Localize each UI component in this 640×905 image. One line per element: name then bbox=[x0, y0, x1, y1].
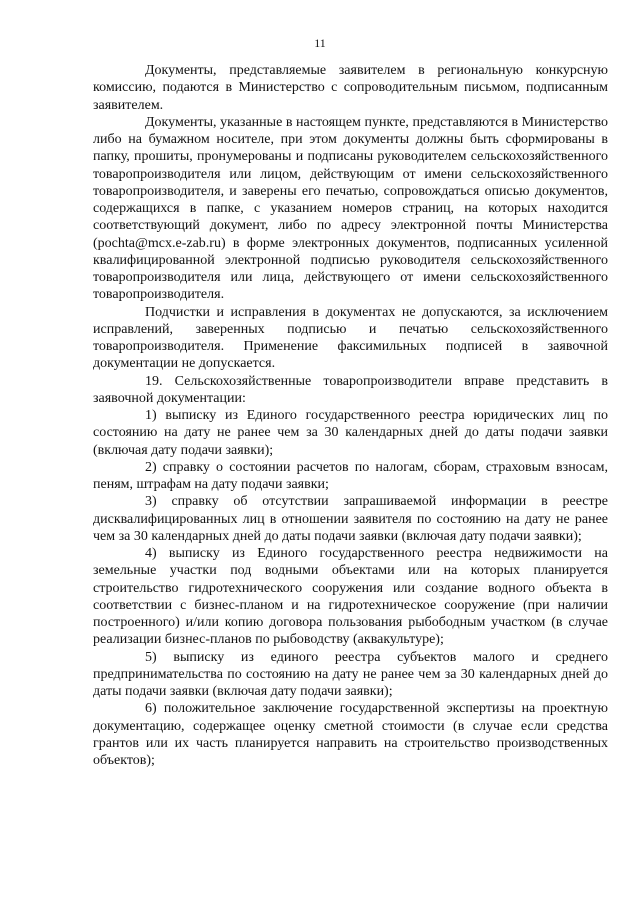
list-item-5: 5) выписку из единого реестра субъектов малого и среднего предпринимательства по состоянию на дату не ранее чем за 30 календарных дней до даты подачи заявки (включая дату подачи заявки); bbox=[93, 649, 608, 699]
document-body bbox=[93, 62, 608, 769]
list-item-6: 6) положительное заключение государственной экспертизы на проектную документацию, содержащее оценку сметной стоимости (в случае если средства грантов или их часть планируется направить на строительство производственных объектов); bbox=[93, 701, 608, 768]
list-item-3: 3) справку об отсутствии запрашиваемой информации в реестре дисквалифицированных лиц в отношении заявителя по состоянию на дату не ранее чем за 30 календарных дней до даты подачи заявки (включая дату подачи заявки); bbox=[93, 494, 608, 544]
paragraph-submission-methods: Документы, указанные в настоящем пункте, представляются в Министерство либо на бумажном носителе, при этом документы должны быть сформированы в папку, прошиты, пронумерованы и подписаны руководителем сельскохозяйственного товаропроизводителя или лицом, действующим от имени сельскохозяйственного товаропроизводителя, и заверены его печатью, сопровождаться описью документов, содержащихся в папке, с указанием номеров страниц, на которых находится соответствующий документ, либо по адресу электронной почты Министерства (pochta@mcx.e-zab.ru) в форме электронных документов, подписанных усиленной квалифицированной электронной подписью руководителя сельскохозяйственного товаропроизводителя или лица, действующего от имени сельскохозяйственного товаропроизводителя. bbox=[93, 114, 608, 303]
list-item-1: 1) выписку из Единого государственного реестра юридических лиц по состоянию на дату не ранее чем за 30 календарных дней до даты подачи заявки (включая дату подачи заявки); bbox=[93, 408, 608, 458]
paragraph-corrections: Подчистки и исправления в документах не допускаются, за исключением исправлений, заверенных подписью и печатью сельскохозяйственного товаропроизводителя. Применение факсимильных подписей в заявочной документации не допускается. bbox=[93, 304, 608, 372]
paragraph-submission-commission: Документы, представляемые заявителем в региональную конкурсную комиссию, подаются в Министерство с сопроводительным письмом, подписанным заявителем. bbox=[93, 63, 608, 113]
paragraph-item-19: 19. Сельскохозяйственные товаропроизводители вправе представить в заявочной документации: bbox=[93, 373, 608, 406]
list-item-2: 2) справку о состоянии расчетов по налогам, сборам, страховым взносам, пеням, штрафам на дату подачи заявки; bbox=[93, 459, 608, 492]
page-number: 11 bbox=[314, 36, 326, 50]
list-item-4: 4) выписку из Единого государственного реестра недвижимости на земельные участки под водными объектами или на которых планируется строительство гидротехнического сооружения или создание водного объекта в соответствии с бизнес-планом и на гидротехническое сооружение (при наличии построенного) и/или копию договора пользования рыбободным участком (в случае реализации бизнес-планов по рыбоводству (аквакультуре); bbox=[93, 546, 608, 648]
